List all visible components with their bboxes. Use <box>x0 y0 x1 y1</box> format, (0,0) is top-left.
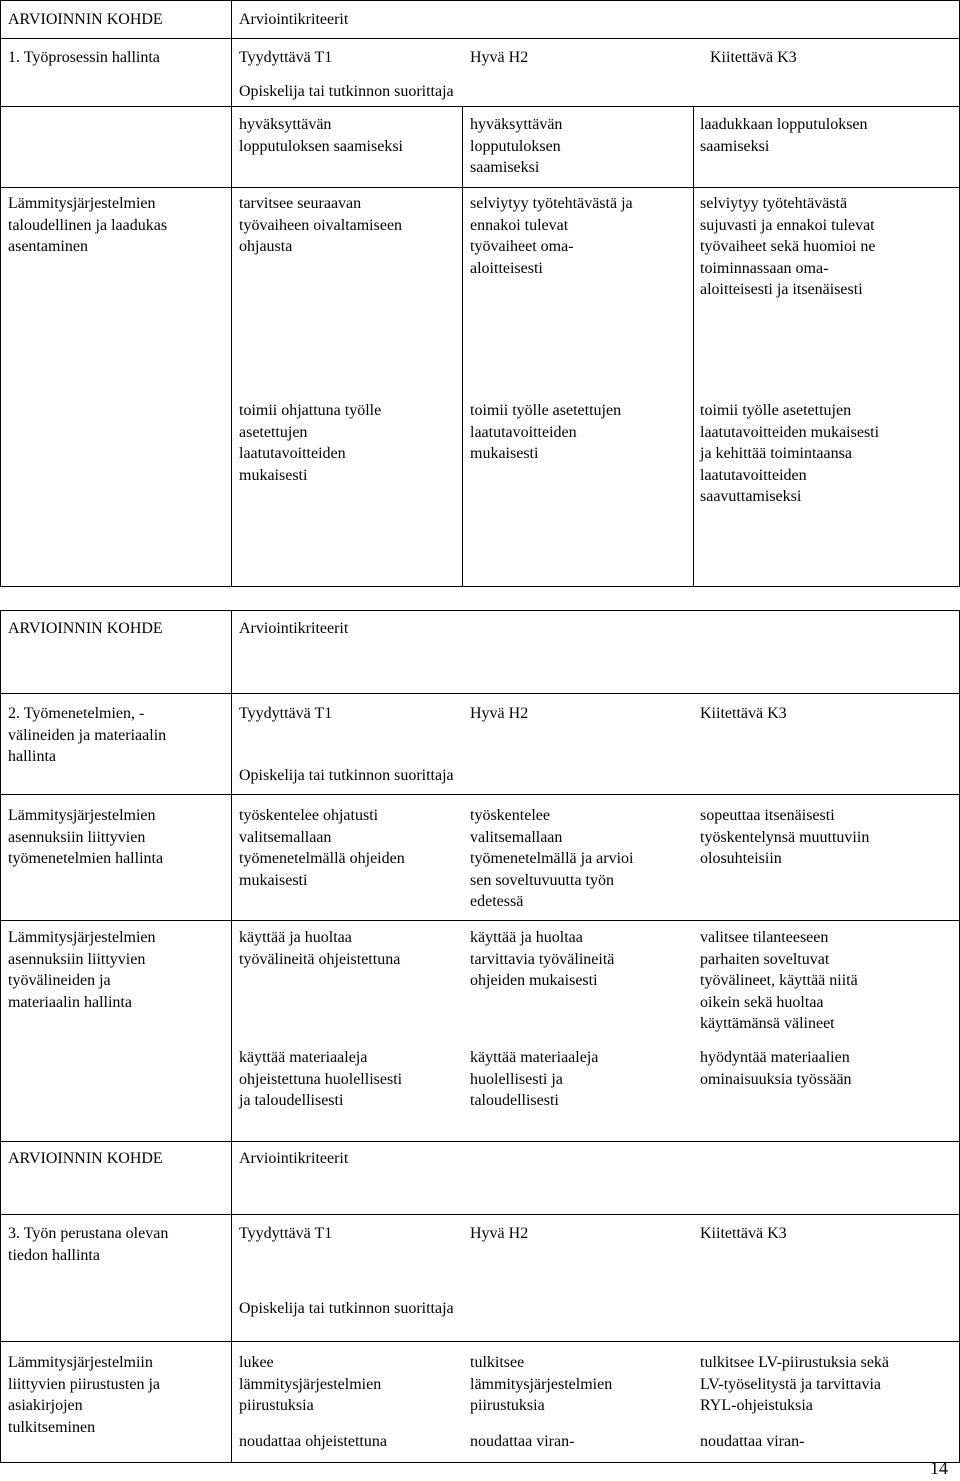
s2-row2-h2: käyttää ja huoltaa tarvittavia työvälineitä ohjeiden mukaisesti <box>470 929 615 989</box>
s1-header-kriteerit: Arviointikriteerit <box>239 11 349 28</box>
s3-grades-cell <box>231 1214 960 1342</box>
s3-header-kriteerit: Arviointikriteerit <box>239 1150 349 1167</box>
s3-header-kohde: ARVIOINNIN KOHDE <box>8 1150 163 1167</box>
s1-row-b-h2: toimii työlle asetettujen laatutavoitteiden mukaisesti <box>470 402 622 462</box>
s1-purpose-label-cell <box>0 106 232 188</box>
s2-header-kohde: ARVIOINNIN KOHDE <box>8 620 163 637</box>
s3-row1-label: Lämmitysjärjestelmiin liittyvien piirustusten ja asiakirjojen tulkitseminen <box>8 1354 160 1436</box>
page-number: 14 <box>930 1458 948 1478</box>
s3-grade-k3: Kiitettävä K3 <box>700 1225 787 1242</box>
s2-row3-t1: käyttää materiaaleja ohjeistettuna huolellisesti ja taloudellisesti <box>239 1049 403 1109</box>
s3-grade-t1: Tyydyttävä T1 <box>239 1225 333 1242</box>
s1-purpose-h2: hyväksyttävän lopputuloksen saamiseksi <box>470 116 563 176</box>
s2-grade-t1: Tyydyttävä T1 <box>239 705 333 722</box>
s1-purpose-t1: hyväksyttävän lopputuloksen saamiseksi <box>239 116 403 155</box>
s1-row-label: Lämmitysjärjestelmien taloudellinen ja laadukas asentaminen <box>8 195 168 255</box>
s2-row3-h2: käyttää materiaaleja huolellisesti ja taloudellisesti <box>470 1049 599 1109</box>
s1-grade-h2: Hyvä H2 <box>470 49 529 66</box>
s2-row2-t1: käyttää ja huoltaa työvälineitä ohjeistettuna <box>239 929 401 968</box>
s1-header-kohde: ARVIOINNIN KOHDE <box>8 11 163 28</box>
s1-row-a-k3: selviytyy työtehtävästä sujuvasti ja ennakoi tulevat työvaiheet sekä huomioi ne toiminnassaan oma- aloitteisesti ja itsenäisesti <box>700 195 876 298</box>
s2-row1-t1: työskentelee ohjatusti valitsemallaan työmenetelmällä ohjeiden mukaisesti <box>239 807 405 889</box>
s2-opiskelija: Opiskelija tai tutkinnon suorittaja <box>239 767 454 784</box>
s2-row2-label: Lämmitysjärjestelmien asennuksiin liittyvien työvälineiden ja materiaalin hallinta <box>8 929 156 1011</box>
s3-row1-h2: tulkitsee lämmitysjärjestelmien piirustuksia <box>470 1354 613 1414</box>
s1-row-a-t1: tarvitsee seuraavan työvaiheen oivaltamiseen ohjausta <box>239 195 403 255</box>
s2-grade-k3: Kiitettävä K3 <box>700 705 787 722</box>
s2-title: 2. Työmenetelmien, - välineiden ja materiaalin hallinta <box>8 705 167 765</box>
s3-row1-k3: tulkitsee LV-piirustuksia sekä LV-työselitystä ja tarvittavia RYL-ohjeistuksia <box>700 1354 890 1414</box>
s1-row-b-t1: toimii ohjattuna työlle asetettujen laatutavoitteiden mukaisesti <box>239 402 382 484</box>
s2-grade-h2: Hyvä H2 <box>470 705 529 722</box>
s3-row1-t1: lukee lämmitysjärjestelmien piirustuksia <box>239 1354 382 1414</box>
s2-header-kriteerit: Arviointikriteerit <box>239 620 349 637</box>
s3-opiskelija: Opiskelija tai tutkinnon suorittaja <box>239 1300 454 1317</box>
s2-row1-k3: sopeuttaa itsenäisesti työskentelynsä muuttuviin olosuhteisiin <box>700 807 870 867</box>
s1-purpose-k3: laadukkaan lopputuloksen saamiseksi <box>700 116 868 155</box>
s3-grade-h2: Hyvä H2 <box>470 1225 529 1242</box>
s3-row2-t1: noudattaa ohjeistettuna <box>239 1433 387 1450</box>
s3-row2-h2: noudattaa viran- <box>470 1433 575 1450</box>
s3-title: 3. Työn perustana olevan tiedon hallinta <box>8 1225 169 1264</box>
s2-row3-k3: hyödyntää materiaalien ominaisuuksia työssään <box>700 1049 852 1088</box>
s1-title: 1. Työprosessin hallinta <box>8 49 160 66</box>
s3-row2-k3: noudattaa viran- <box>700 1433 805 1450</box>
s1-row-b-k3: toimii työlle asetettujen laatutavoitteiden mukaisesti ja kehittää toimintaansa laatutavoitteiden saavuttamiseksi <box>700 402 880 505</box>
s2-row1-label: Lämmitysjärjestelmien asennuksiin liittyvien työmenetelmien hallinta <box>8 807 164 867</box>
s1-grade-t1: Tyydyttävä T1 <box>239 49 333 66</box>
s1-opiskelija: Opiskelija tai tutkinnon suorittaja <box>239 83 454 100</box>
s1-row-a-h2: selviytyy työtehtävästä ja ennakoi tulevat työvaiheet oma- aloitteisesti <box>470 195 633 277</box>
s1-grade-k3: Kiitettävä K3 <box>710 49 797 66</box>
s2-row2-k3: valitsee tilanteeseen parhaiten soveltuvat työvälineet, käyttää niitä oikein sekä huoltaa käyttämänsä välineet <box>700 929 858 1032</box>
s2-row1-h2: työskentelee valitsemallaan työmenetelmällä ja arvioi sen soveltuvuutta työn edetessä <box>470 807 634 910</box>
